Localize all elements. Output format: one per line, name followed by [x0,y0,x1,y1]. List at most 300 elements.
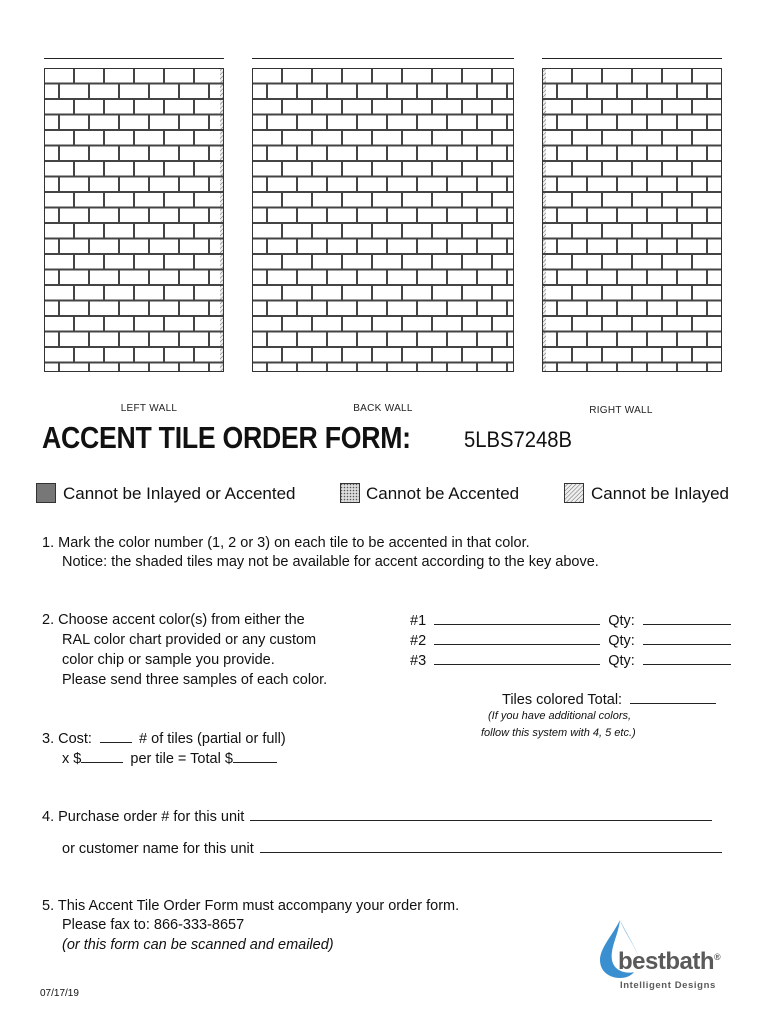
tile[interactable] [573,348,602,363]
right-wall-tile-grid[interactable] [542,68,722,372]
tile[interactable] [433,224,462,239]
tile[interactable] [433,255,462,270]
tile[interactable] [90,177,119,192]
tile[interactable] [693,131,722,146]
tile[interactable] [558,208,587,223]
tile[interactable] [45,224,74,239]
tile[interactable] [165,100,194,115]
tile[interactable] [573,100,602,115]
tile[interactable] [45,131,74,146]
tile[interactable] [75,255,104,270]
tile[interactable] [678,208,707,223]
tile[interactable] [558,239,587,254]
tile[interactable] [298,115,327,130]
tile[interactable] [373,255,402,270]
tile[interactable] [433,69,462,84]
tile[interactable] [45,363,59,372]
tile[interactable] [478,270,507,285]
tile[interactable] [283,224,312,239]
tile[interactable] [195,100,224,115]
tile[interactable] [693,255,722,270]
tile[interactable] [45,270,59,285]
tile[interactable] [90,115,119,130]
tile[interactable] [45,317,74,332]
color-3-input[interactable] [434,650,600,665]
tile[interactable] [373,100,402,115]
tile[interactable] [373,131,402,146]
tile[interactable] [388,146,417,161]
tile[interactable] [253,131,282,146]
tile[interactable] [120,332,149,347]
tile[interactable] [120,239,149,254]
tile[interactable] [150,208,179,223]
tile[interactable] [448,301,477,316]
tile[interactable] [298,301,327,316]
tile[interactable] [648,84,677,99]
tile[interactable] [588,177,617,192]
tile[interactable] [165,348,194,363]
tile[interactable] [603,286,632,301]
tile[interactable] [268,115,297,130]
tile[interactable] [373,162,402,177]
tile[interactable] [313,100,342,115]
tile[interactable] [105,255,134,270]
tile[interactable] [493,317,514,332]
tile[interactable] [648,177,677,192]
tile[interactable] [105,162,134,177]
tile[interactable] [708,146,722,161]
tile[interactable] [313,317,342,332]
tile[interactable] [135,317,164,332]
tile[interactable] [618,177,647,192]
tile[interactable] [478,208,507,223]
tile[interactable] [708,239,722,254]
tile[interactable] [543,348,572,363]
tile[interactable] [663,162,692,177]
tile[interactable] [283,348,312,363]
tile[interactable] [90,301,119,316]
tile[interactable] [618,239,647,254]
tile[interactable] [253,239,267,254]
tile[interactable] [543,286,572,301]
tile[interactable] [558,363,587,372]
tile[interactable] [60,239,89,254]
tile[interactable] [283,131,312,146]
tile[interactable] [558,84,587,99]
tile[interactable] [633,224,662,239]
tile[interactable] [403,69,432,84]
tile[interactable] [165,131,194,146]
tile[interactable] [268,270,297,285]
tile[interactable] [493,131,514,146]
tile[interactable] [268,239,297,254]
tile[interactable] [463,100,492,115]
tile[interactable] [478,146,507,161]
tile[interactable] [448,115,477,130]
tile[interactable] [165,69,194,84]
tile[interactable] [403,162,432,177]
tile[interactable] [253,177,267,192]
tile[interactable] [693,100,722,115]
tile[interactable] [358,177,387,192]
tile[interactable] [693,69,722,84]
tile[interactable] [343,131,372,146]
tile[interactable] [45,69,74,84]
tile[interactable] [648,208,677,223]
tile[interactable] [253,115,267,130]
tile[interactable] [543,162,572,177]
tile[interactable] [508,84,514,99]
tile[interactable] [120,115,149,130]
tile[interactable] [135,255,164,270]
tile[interactable] [180,332,209,347]
tile[interactable] [75,348,104,363]
tile[interactable] [478,115,507,130]
tile[interactable] [388,363,417,372]
tile[interactable] [313,348,342,363]
tile[interactable] [165,193,194,208]
tile[interactable] [60,332,89,347]
tile[interactable] [195,286,224,301]
tile[interactable] [283,69,312,84]
tile[interactable] [493,348,514,363]
tile[interactable] [358,208,387,223]
tile[interactable] [508,270,514,285]
tile[interactable] [433,162,462,177]
tile[interactable] [90,332,119,347]
tile[interactable] [463,317,492,332]
tile[interactable] [663,317,692,332]
tile[interactable] [558,177,587,192]
tile[interactable] [45,255,74,270]
tile[interactable] [678,270,707,285]
tile[interactable] [343,317,372,332]
tile[interactable] [403,131,432,146]
tile[interactable] [373,69,402,84]
tile[interactable] [678,332,707,347]
tile[interactable] [373,193,402,208]
tile[interactable] [493,255,514,270]
tile[interactable] [75,193,104,208]
tile[interactable] [135,131,164,146]
tile[interactable] [388,177,417,192]
tile[interactable] [433,286,462,301]
tile[interactable] [418,208,447,223]
tile[interactable] [253,162,282,177]
color-3-qty-input[interactable] [643,650,731,665]
tile[interactable] [663,255,692,270]
tile[interactable] [90,270,119,285]
tile[interactable] [75,162,104,177]
tile[interactable] [358,332,387,347]
tile[interactable] [558,332,587,347]
tile[interactable] [165,317,194,332]
tile[interactable] [693,224,722,239]
tile[interactable] [463,348,492,363]
tile[interactable] [328,239,357,254]
tile[interactable] [493,193,514,208]
tile[interactable] [633,131,662,146]
tile[interactable] [343,100,372,115]
tile[interactable] [403,100,432,115]
tile[interactable] [558,115,587,130]
tile[interactable] [558,270,587,285]
tile[interactable] [343,69,372,84]
tile[interactable] [358,270,387,285]
tile[interactable] [90,84,119,99]
tile[interactable] [633,348,662,363]
tile[interactable] [478,177,507,192]
cost-total-input[interactable] [233,748,277,763]
tile[interactable] [633,69,662,84]
tile[interactable] [543,224,572,239]
tile[interactable] [75,317,104,332]
tile[interactable] [418,270,447,285]
tile[interactable] [588,146,617,161]
tile[interactable] [558,146,587,161]
tile[interactable] [403,317,432,332]
tile[interactable] [388,332,417,347]
tile[interactable] [448,84,477,99]
tile[interactable] [60,84,89,99]
tile[interactable] [105,100,134,115]
tile[interactable] [463,131,492,146]
tile[interactable] [313,69,342,84]
tile[interactable] [573,162,602,177]
tile[interactable] [633,255,662,270]
tile[interactable] [388,84,417,99]
tile[interactable] [418,363,447,372]
tile[interactable] [708,177,722,192]
tile[interactable] [253,286,282,301]
tile[interactable] [493,162,514,177]
tile[interactable] [253,363,267,372]
tile[interactable] [75,69,104,84]
tile[interactable] [493,69,514,84]
tile[interactable] [543,69,572,84]
tile[interactable] [478,84,507,99]
tile[interactable] [618,115,647,130]
tile[interactable] [135,286,164,301]
tile[interactable] [135,100,164,115]
tile[interactable] [105,131,134,146]
tile[interactable] [508,115,514,130]
tile[interactable] [343,162,372,177]
tile[interactable] [418,115,447,130]
tile[interactable] [105,317,134,332]
tile[interactable] [180,270,209,285]
tile[interactable] [648,301,677,316]
tile[interactable] [418,239,447,254]
tile[interactable] [508,239,514,254]
tile[interactable] [283,100,312,115]
tile[interactable] [588,115,617,130]
tile[interactable] [573,255,602,270]
tile[interactable] [463,162,492,177]
tile[interactable] [358,239,387,254]
tile[interactable] [45,286,74,301]
tile[interactable] [150,115,179,130]
tile[interactable] [253,317,282,332]
tile[interactable] [75,100,104,115]
tile[interactable] [358,301,387,316]
tile[interactable] [708,115,722,130]
tile[interactable] [708,208,722,223]
tile[interactable] [328,115,357,130]
tile[interactable] [283,162,312,177]
color-2-qty-input[interactable] [643,630,731,645]
tile[interactable] [543,193,572,208]
tile[interactable] [618,146,647,161]
tile[interactable] [618,270,647,285]
tile[interactable] [493,286,514,301]
tile[interactable] [588,332,617,347]
tile[interactable] [180,146,209,161]
tile[interactable] [45,84,59,99]
tile[interactable] [358,115,387,130]
tile[interactable] [328,332,357,347]
tile[interactable] [633,162,662,177]
tile[interactable] [180,115,209,130]
tile[interactable] [328,270,357,285]
tile[interactable] [403,193,432,208]
tile[interactable] [268,301,297,316]
tile[interactable] [618,301,647,316]
tile[interactable] [60,146,89,161]
tile[interactable] [463,193,492,208]
tile[interactable] [120,84,149,99]
tile[interactable] [60,208,89,223]
tile[interactable] [268,332,297,347]
tile[interactable] [648,363,677,372]
tile[interactable] [313,224,342,239]
tile[interactable] [60,363,89,372]
tile[interactable] [195,348,224,363]
tile[interactable] [478,239,507,254]
tile[interactable] [648,146,677,161]
tile[interactable] [663,286,692,301]
tile[interactable] [120,301,149,316]
tile[interactable] [693,193,722,208]
tile[interactable] [708,332,722,347]
tile[interactable] [253,255,282,270]
tile[interactable] [603,255,632,270]
tile[interactable] [708,363,722,372]
tile[interactable] [508,363,514,372]
tile[interactable] [478,363,507,372]
tile[interactable] [298,146,327,161]
tile[interactable] [433,131,462,146]
tile[interactable] [388,301,417,316]
tile[interactable] [633,193,662,208]
tile[interactable] [313,193,342,208]
tile[interactable] [313,255,342,270]
tile[interactable] [433,348,462,363]
tile[interactable] [708,84,722,99]
tile[interactable] [120,270,149,285]
tile[interactable] [448,332,477,347]
tile[interactable] [253,348,282,363]
tile[interactable] [508,208,514,223]
tile[interactable] [663,69,692,84]
tile[interactable] [433,317,462,332]
tile[interactable] [388,239,417,254]
tile[interactable] [508,332,514,347]
tile[interactable] [268,84,297,99]
tile[interactable] [45,239,59,254]
tile[interactable] [120,146,149,161]
tile[interactable] [358,84,387,99]
tile[interactable] [298,239,327,254]
tile[interactable] [558,301,587,316]
tile[interactable] [573,131,602,146]
tile[interactable] [463,69,492,84]
tile[interactable] [618,332,647,347]
tile[interactable] [283,193,312,208]
tile[interactable] [328,301,357,316]
tile[interactable] [663,224,692,239]
tile[interactable] [388,115,417,130]
tile[interactable] [75,286,104,301]
tile[interactable] [373,348,402,363]
tile[interactable] [448,146,477,161]
tile[interactable] [268,208,297,223]
tile[interactable] [693,162,722,177]
tile[interactable] [253,146,267,161]
tiles-count-input[interactable] [100,728,132,743]
tile[interactable] [313,286,342,301]
tile[interactable] [373,224,402,239]
tile[interactable] [165,286,194,301]
tile[interactable] [588,363,617,372]
tile[interactable] [603,162,632,177]
tile[interactable] [493,224,514,239]
tile[interactable] [693,348,722,363]
tile[interactable] [313,162,342,177]
tile[interactable] [543,255,572,270]
tile[interactable] [573,69,602,84]
tile[interactable] [150,270,179,285]
tile[interactable] [403,286,432,301]
tile[interactable] [573,193,602,208]
tile[interactable] [373,286,402,301]
tile[interactable] [648,270,677,285]
tile[interactable] [268,177,297,192]
tile[interactable] [150,84,179,99]
tile[interactable] [268,363,297,372]
tile[interactable] [403,348,432,363]
tile[interactable] [105,224,134,239]
tile[interactable] [45,146,59,161]
tile[interactable] [135,193,164,208]
tile[interactable] [543,131,572,146]
tile[interactable] [588,301,617,316]
tile[interactable] [448,270,477,285]
tile[interactable] [573,317,602,332]
tile[interactable] [105,286,134,301]
tile[interactable] [60,301,89,316]
tile[interactable] [388,208,417,223]
tile[interactable] [678,239,707,254]
tile[interactable] [478,301,507,316]
tile[interactable] [45,208,59,223]
tile[interactable] [283,286,312,301]
tile[interactable] [493,100,514,115]
tile[interactable] [663,100,692,115]
tile[interactable] [328,363,357,372]
tile[interactable] [508,301,514,316]
tile[interactable] [328,177,357,192]
